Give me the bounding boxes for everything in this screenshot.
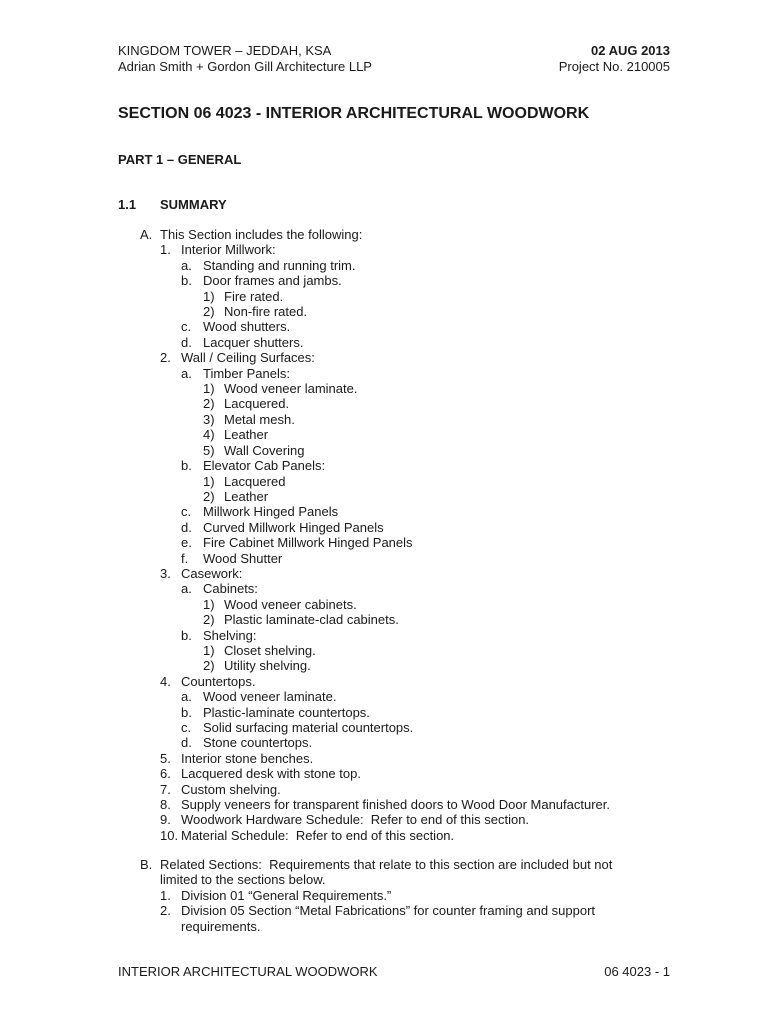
list-item <box>0 489 768 504</box>
list-item-text: Timber Panels: <box>203 365 290 381</box>
list-item-text: Supply veneers for transparent finished doors to Wood Door Manufacturer. <box>181 797 610 813</box>
list-item <box>0 735 768 750</box>
list-marker: a. <box>181 257 192 273</box>
list-marker: 1) <box>203 596 215 612</box>
list-item <box>0 628 768 643</box>
list-marker: d. <box>181 519 192 535</box>
list-item-text: Metal mesh. <box>224 411 295 427</box>
list-item-text: Lacquered desk with stone top. <box>181 766 361 782</box>
list-item <box>0 782 768 797</box>
paragraph-item <box>0 227 768 242</box>
list-marker: b. <box>181 627 192 643</box>
list-item-text: Fire Cabinet Millwork Hinged Panels <box>203 535 413 551</box>
list-item-text: Material Schedule: Refer to end of this section. <box>181 827 455 843</box>
list-item-text: Lacquered <box>224 473 286 489</box>
list-marker: 8. <box>160 797 171 813</box>
list-marker: 4. <box>160 673 171 689</box>
list-item <box>0 612 768 627</box>
list-marker: a. <box>181 365 192 381</box>
list-marker: 3. <box>160 565 171 581</box>
list-item-text: Elevator Cab Panels: <box>203 458 326 474</box>
footer-page-number: 06 4023 - 1 <box>604 964 670 979</box>
list-item <box>0 242 768 257</box>
list-marker: 5. <box>160 750 171 766</box>
list-item-text: Wood veneer cabinets. <box>224 596 357 612</box>
list-marker: a. <box>181 689 192 705</box>
list-marker: d. <box>181 735 192 751</box>
list-marker: e. <box>181 535 192 551</box>
section-title: SECTION 06 4023 - INTERIOR ARCHITECTURAL WOODWORK <box>118 105 590 122</box>
list-item-text: Standing and running trim. <box>203 257 356 273</box>
list-item-text: Non-fire rated. <box>224 304 308 320</box>
list-item-text: Wood veneer laminate. <box>224 381 358 397</box>
list-item-text: Woodwork Hardware Schedule: Refer to end of this section. <box>181 812 530 828</box>
list-item <box>0 658 768 673</box>
list-item <box>0 412 768 427</box>
list-item <box>0 828 768 843</box>
list-item <box>0 258 768 273</box>
list-item-text: Wood veneer laminate. <box>203 689 337 705</box>
list-item-text: Countertops. <box>181 673 256 689</box>
list-item-text: Related Sections: Requirements that relate to this section are included but not limited to the sections below. <box>160 857 616 888</box>
issue-date: 02 AUG 2013 <box>590 43 670 58</box>
list-marker: 6. <box>160 766 171 782</box>
page-header-left <box>118 43 372 75</box>
list-marker: 5) <box>203 442 215 458</box>
list-item-text: Lacquer shutters. <box>203 334 304 350</box>
list-marker: c. <box>181 504 192 520</box>
project-name: KINGDOM TOWER – JEDDAH, KSA <box>118 43 332 58</box>
list-marker: 2) <box>203 396 215 412</box>
article-number: 1.1 <box>118 197 137 212</box>
article-title: SUMMARY <box>160 197 227 212</box>
list-marker: 9. <box>160 812 171 828</box>
list-marker: 1. <box>160 887 171 903</box>
list-marker: b. <box>181 458 192 474</box>
list-item <box>0 689 768 704</box>
list-marker: 2) <box>203 488 215 504</box>
list-marker: 4) <box>203 427 215 443</box>
list-item-text: Custom shelving. <box>181 781 281 797</box>
list-item <box>0 581 768 596</box>
list-marker: 1) <box>203 473 215 489</box>
list-item-text: Division 05 Section “Metal Fabrications” for counter framing and support requirements. <box>181 903 599 934</box>
list-item <box>0 474 768 489</box>
list-item-text: Millwork Hinged Panels <box>203 504 339 520</box>
list-item-text: Division 01 “General Requirements.” <box>181 887 392 903</box>
list-marker: 1. <box>160 242 171 258</box>
list-marker: 2. <box>160 350 171 366</box>
list-item <box>0 289 768 304</box>
list-item-text: Stone countertops. <box>203 735 313 751</box>
list-item <box>0 458 768 473</box>
list-item <box>0 335 768 350</box>
list-item <box>0 443 768 458</box>
list-item-text: Shelving: <box>203 627 257 643</box>
list-item-text: Wall / Ceiling Surfaces: <box>181 350 315 366</box>
list-item <box>0 643 768 658</box>
list-marker: b. <box>181 273 192 289</box>
list-item <box>0 535 768 550</box>
paragraph-a <box>0 227 768 843</box>
list-item <box>0 720 768 735</box>
list-marker: 1) <box>203 642 215 658</box>
footer-title: INTERIOR ARCHITECTURAL WOODWORK <box>118 964 378 979</box>
list-marker: B. <box>140 857 153 872</box>
list-item-text: Curved Millwork Hinged Panels <box>203 519 384 535</box>
list-item <box>0 566 768 581</box>
list-marker: b. <box>181 704 192 720</box>
list-marker: a. <box>181 581 192 597</box>
list-item <box>0 888 768 903</box>
list-marker: 7. <box>160 781 171 797</box>
list-item-text: Wood shutters. <box>203 319 291 335</box>
list-item <box>0 427 768 442</box>
list-item <box>0 381 768 396</box>
list-marker: 2. <box>160 903 171 919</box>
list-marker: A. <box>140 227 153 242</box>
list-item-text: Closet shelving. <box>224 642 316 658</box>
list-marker: f. <box>181 550 189 566</box>
list-item <box>0 366 768 381</box>
list-item-text: Door frames and jambs. <box>203 273 342 289</box>
paragraph-b <box>0 857 768 934</box>
list-item <box>0 766 768 781</box>
list-item <box>0 396 768 411</box>
list-item <box>0 751 768 766</box>
list-marker: 10. <box>160 827 179 843</box>
list-marker: d. <box>181 334 192 350</box>
list-item-text: Plastic laminate-clad cabinets. <box>224 612 399 628</box>
list-item <box>0 504 768 519</box>
list-item-text: Wall Covering <box>224 442 305 458</box>
list-item-text: Plastic-laminate countertops. <box>203 704 370 720</box>
list-item <box>0 597 768 612</box>
list-item-text: Fire rated. <box>224 288 284 304</box>
list-item <box>0 551 768 566</box>
list-marker: 1) <box>203 288 215 304</box>
list-marker: 2) <box>203 304 215 320</box>
list-item <box>0 812 768 827</box>
list-item-text: Interior Millwork: <box>181 242 276 258</box>
firm-name: Adrian Smith + Gordon Gill Architecture LLP <box>118 59 372 74</box>
list-item <box>0 350 768 365</box>
part-heading: PART 1 – GENERAL <box>118 152 242 167</box>
list-item-text: Solid surfacing material countertops. <box>203 720 414 735</box>
list-item <box>0 520 768 535</box>
list-item-text: Wood Shutter <box>203 550 283 566</box>
list-item <box>0 674 768 689</box>
list-item <box>0 304 768 319</box>
paragraph-item <box>0 857 768 888</box>
list-item-text: This Section includes the following: <box>160 227 363 242</box>
list-item-text: Leather <box>224 427 269 443</box>
list-item-text: Cabinets: <box>203 581 258 597</box>
list-item <box>0 319 768 334</box>
list-marker: 2) <box>203 658 215 674</box>
list-marker: 2) <box>203 612 215 628</box>
page-header-right <box>559 43 670 75</box>
list-item-text: Lacquered. <box>224 396 290 412</box>
list-marker: c. <box>181 720 192 735</box>
list-item-text: Leather <box>224 488 269 504</box>
list-item-text: Casework: <box>181 565 243 581</box>
project-number: Project No. 210005 <box>558 59 670 74</box>
list-marker: c. <box>181 319 192 335</box>
list-item <box>0 903 768 934</box>
list-marker: 1) <box>203 381 215 397</box>
list-item <box>0 273 768 288</box>
list-item <box>0 705 768 720</box>
list-item-text: Utility shelving. <box>224 658 311 674</box>
list-item-text: Interior stone benches. <box>181 750 314 766</box>
list-marker: 3) <box>203 411 215 427</box>
list-item <box>0 797 768 812</box>
